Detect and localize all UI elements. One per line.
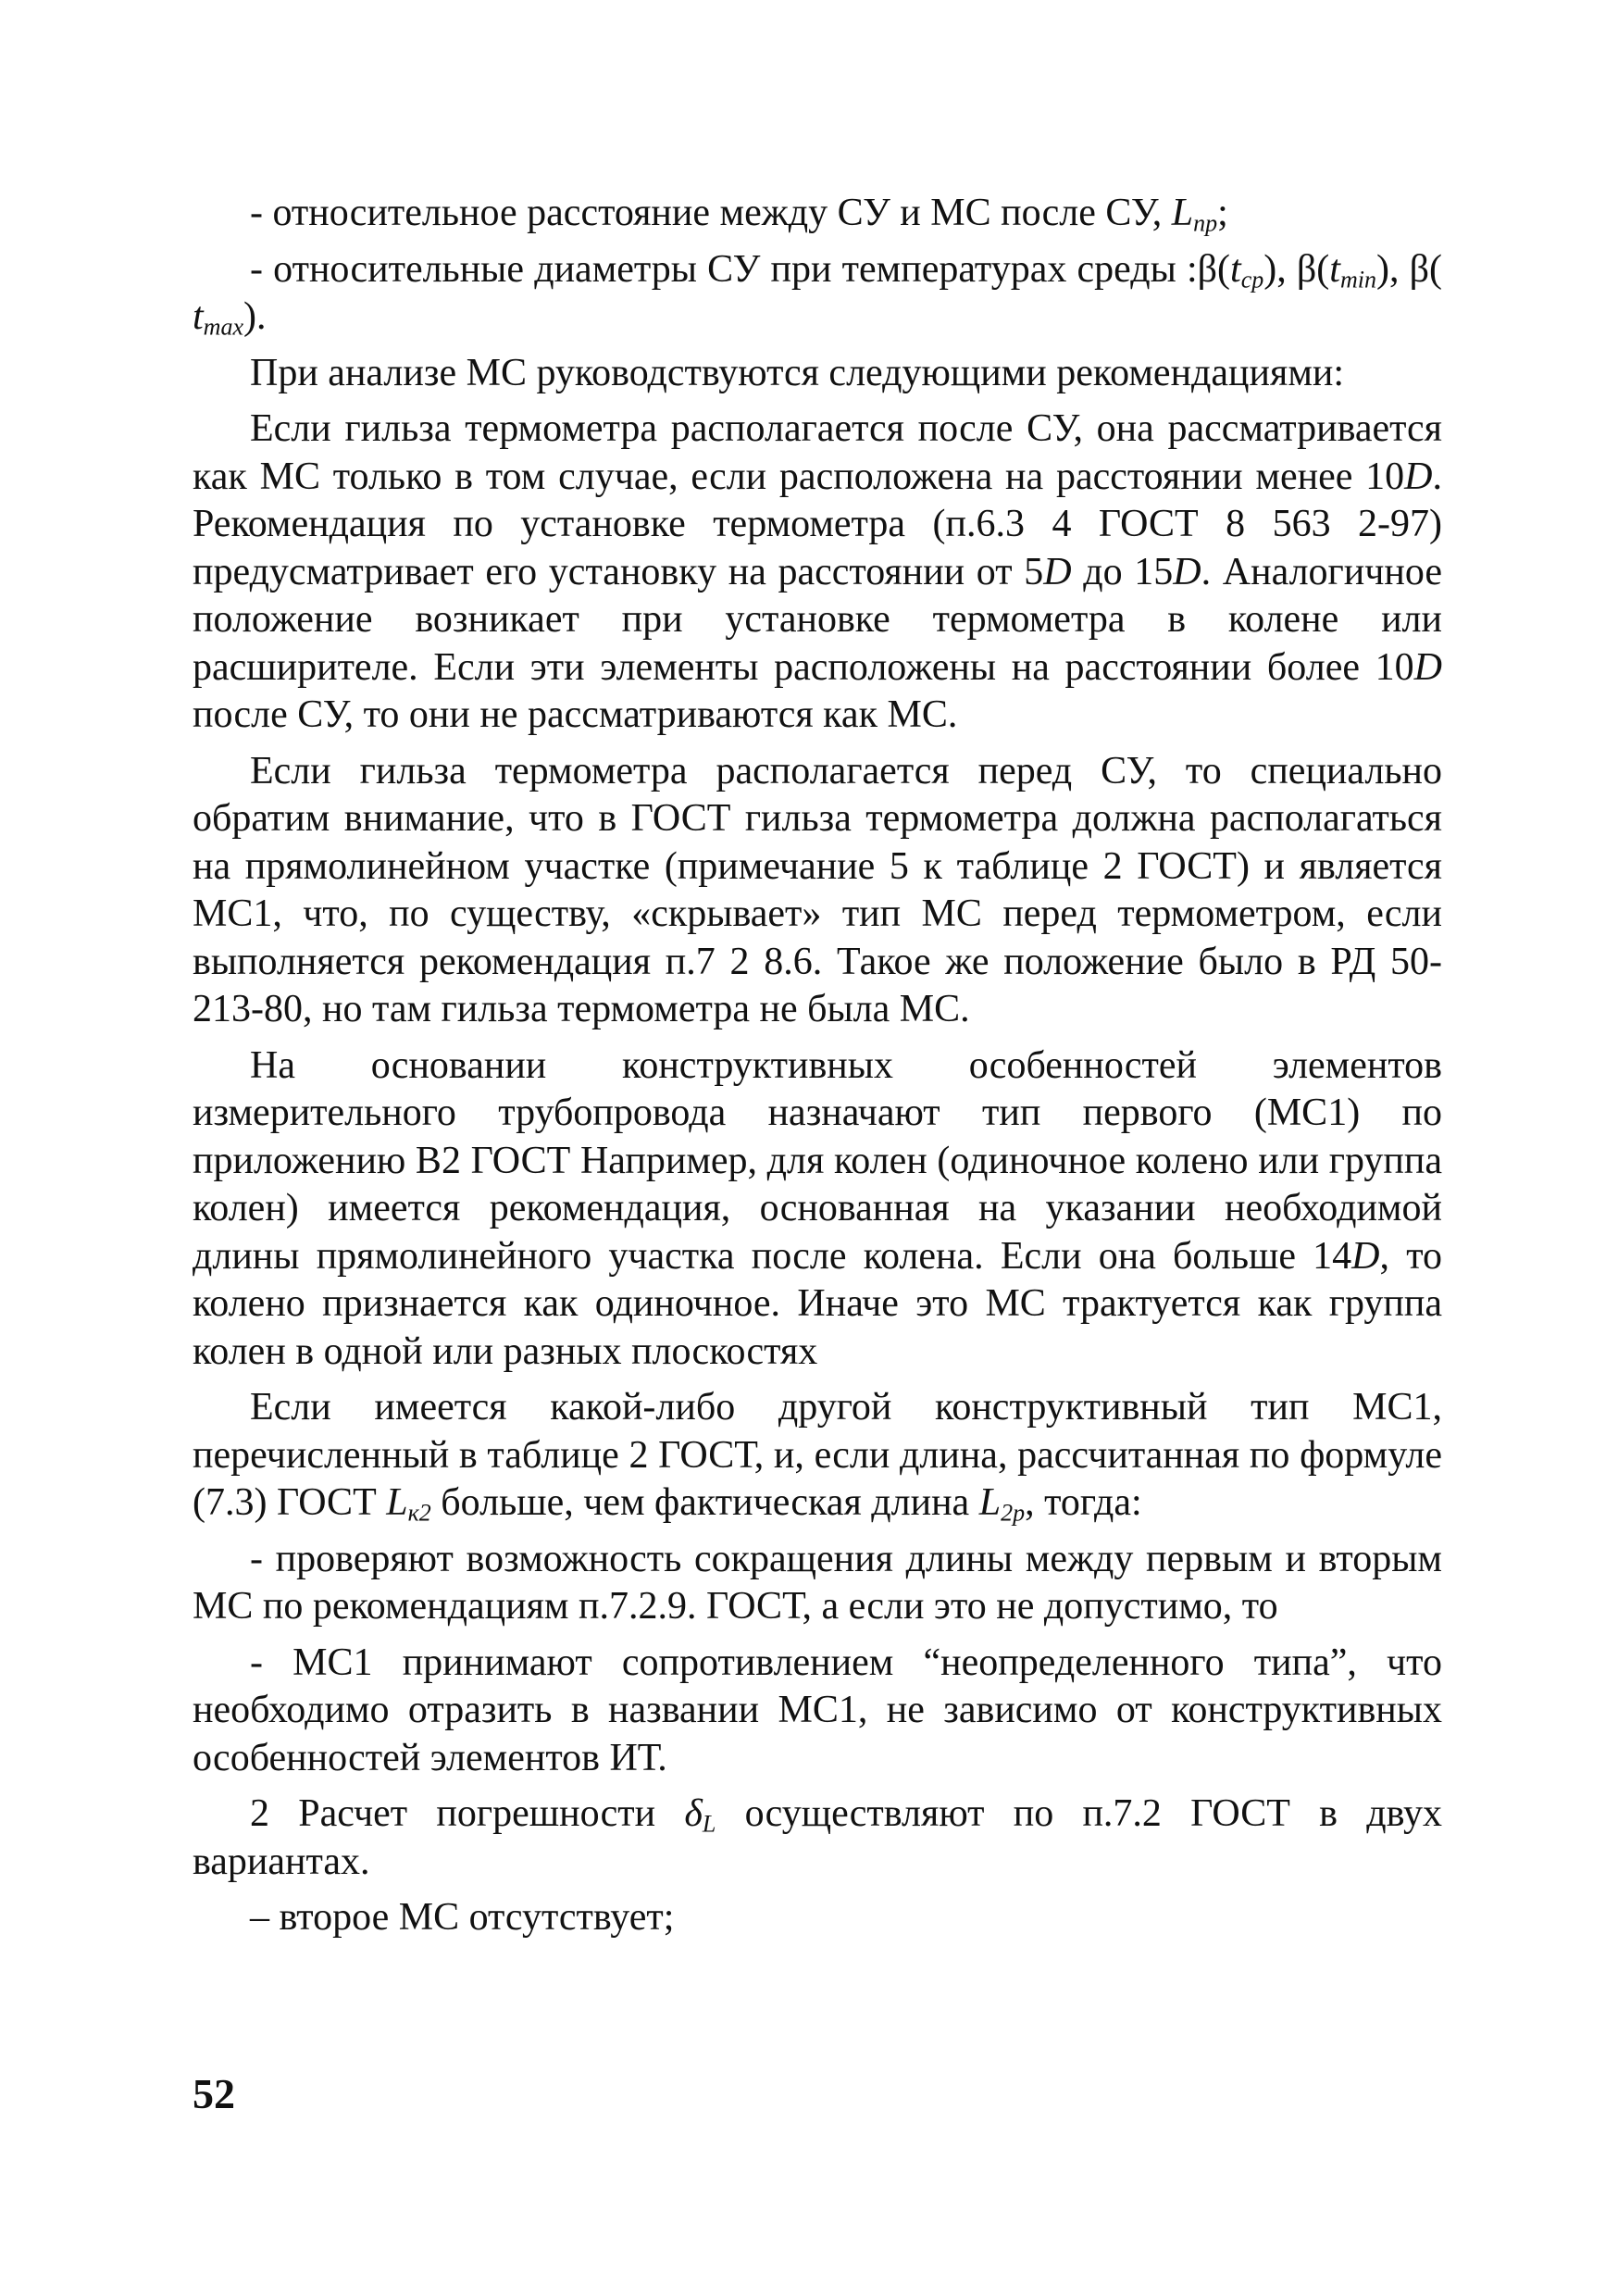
paragraph-p7: Если имеется какой-либо другой конструктивный тип МС1, перечисленный в таблице 2 ГОСТ, и, если длина, рассчитанная по формуле (7.3) ГОСТ $L_{к2}$ больше, чем фактическая длина $L_{2р}$, тогда: [193,1386,1442,1527]
paragraph-p11: – второе МС отсутствует; [250,1896,675,1939]
paragraph-p2: - относительные диаметры СУ при температурах среды $:\beta(t_{ср})$, $\beta(t_{min})$, β( $t_{max}$). [193,247,1443,341]
paragraph-p10: 2 Расчет погрешности $\delta_L$ осуществляют по п.7.2 ГОСТ в двух вариантах. [193,1792,1443,1883]
page-body [193,190,1442,1951]
page-number: 52 [193,2070,235,2117]
paragraph-p6: На основании конструктивных особенностей элементов измерительного трубопровода назначают тип первого (МС1) по приложению В2 ГОСТ Например, для колен (одиночное колено или группа колен) имеется рекомендация, основанная на указании необходимой длины прямолинейного участка после колена. Если она больше 14D, то колено признается как одиночное. Иначе это МС трактуется как группа колен в одной или разных плоскостях [193,1043,1442,1373]
paragraph-p8: - проверяют возможность сокращения длины между первым и вторым МС по рекомендациям п.7.2.9. ГОСТ, а если это не допустимо, то [193,1537,1442,1628]
paragraph-p1: - относительное расстояние между СУ и МС после СУ, $L_{пр}$; [250,192,1228,237]
paragraph-p4: Если гильза термометра располагается после СУ, она рассматривается как МС только в том случае, если расположена на расстоянии менее 10D. Рекомендация по установке термометра (п.6.3 4 ГОСТ 8 563 2-97) предусматривает его установку на расстоянии от 5D до 15D. Аналогичное положение возникает при установке термометра в колене или расширителе. Если эти элементы расположены на расстоянии более 10D после СУ, то они не рассматриваются как МС. [193,407,1442,736]
paragraph-p9: - МС1 принимают сопротивлением “неопределенного типа”, что необходимо отразить в названии МС1, не зависимо от конструктивных особенностей элементов ИТ. [193,1641,1442,1779]
paragraph-p5: Если гильза термометра располагается перед СУ, то специально обратим внимание, что в ГОСТ гильза термометра должна располагаться на прямолинейном участке (примечание 5 к таблице 2 ГОСТ) и является МС1, что, по существу, «скрывает» тип МС перед термометром, если выполняется рекомендация п.7 2 8.6. Такое же положение было в РД 50-213-80, но там гильза термометра не была МС. [193,749,1442,1030]
paragraph-p3: При анализе МС руководствуются следующими рекомендациями: [250,351,1345,394]
